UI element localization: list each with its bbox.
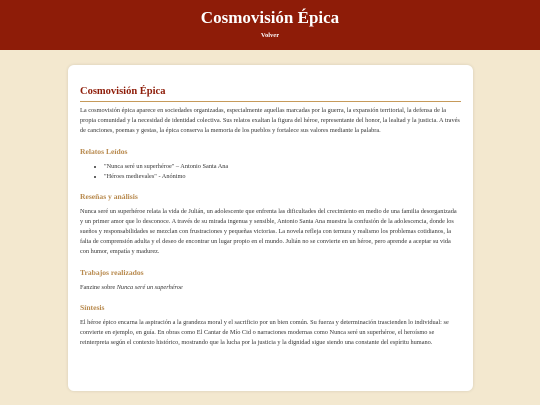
list-item: • "Nunca seré un superhéroe" – Antonio Santa Ana xyxy=(104,162,461,172)
relatos-heading: Relatos Leídos xyxy=(80,146,128,156)
trabajos-work-title: Nunca seré un superhéroe xyxy=(116,283,183,291)
site-title: Cosmovisión Épica xyxy=(200,8,340,27)
site-header xyxy=(0,0,540,50)
card-content xyxy=(80,106,461,348)
resenas-paragraph: Nunca seré un superhéroe relata la vida de Julián, un adolescente que enfrenta las dificultades del crecimiento en medio de una familia desorganizada y un primer amor que lo desconoce. A través de su mirada ingenua y sensible, Antonio Santa Ana muestra la confusión de la adolescencia, donde los sueños y responsabilidades se mezclan con frustraciones y pequeñas victorias. La novela refleja con ternura y realismo los problemas cotidianos, la falta de comprensión adulta y el deseo de encontrar un lugar propio en el mundo. Julián no se convierte en un héroe, pero aprende a aceptar su vida con humor, empatía y madurez. xyxy=(80,207,457,256)
back-link[interactable]: Volver xyxy=(260,32,280,39)
trabajos-heading: Trabajos realizados xyxy=(80,267,144,277)
card-title: Cosmovisión Épica xyxy=(80,85,461,102)
trabajos-paragraph xyxy=(80,283,461,293)
resenas-heading: Reseñas y análisis xyxy=(80,191,138,201)
trabajos-prefix: Fanzine sobre xyxy=(80,283,117,291)
sintesis-heading: Síntesis xyxy=(80,302,105,312)
intro-paragraph: La cosmovisión épica aparece en sociedades organizadas, especialmente aquellas marcadas por la guerra, la expansión territorial, la defensa de la propia comunidad y la necesidad de identidad colectiva. Sus relatos exaltan la figura del héroe, representante del honor, la lealtad y la justicia. A través de canciones, poemas y gestas, la épica conserva la memoria de los pueblos y fortalece sus valores mediante la palabra. xyxy=(80,107,460,135)
list-item: • "Héroes medievales" - Anónimo xyxy=(104,172,461,182)
sintesis-paragraph: El héroe épico encarna la aspiración a la grandeza moral y el sacrificio por un bien común. Su fuerza y determinación trascienden lo individual: se convierte en ejemplo, en guía. En obras como El Cantar de Mío Cid o narraciones modernas como Nunca seré un superhéroe, el heroísmo se reinterpreta según el contexto histórico, mostrando que la lucha por la justicia y la dignidad sigue siendo una constante del espíritu humano. xyxy=(80,318,449,347)
relatos-list xyxy=(80,162,461,182)
content-card xyxy=(68,65,473,391)
